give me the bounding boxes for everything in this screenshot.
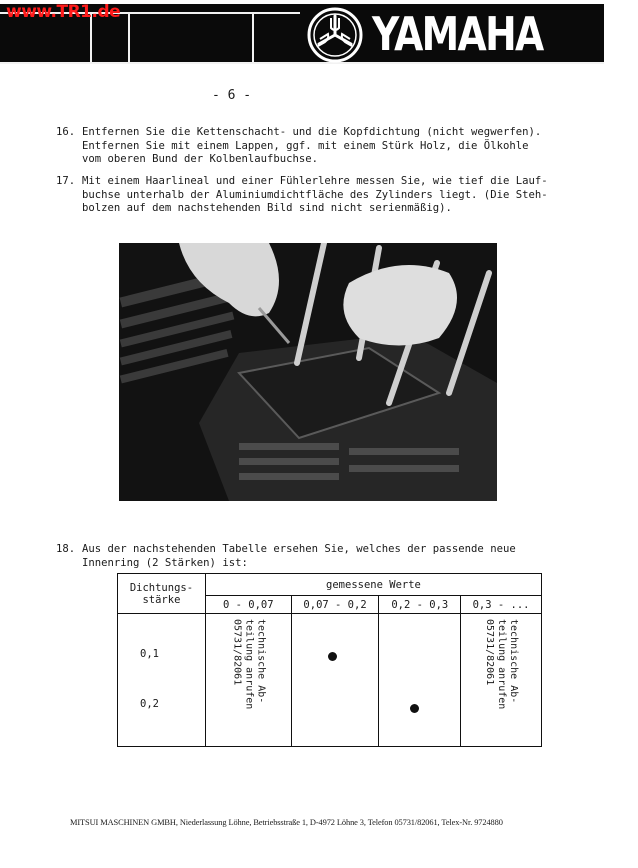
brand-wordmark: YAMAHA xyxy=(372,7,543,61)
call-line: teilung anrufen xyxy=(243,618,255,709)
page-number: - 6 - xyxy=(212,88,252,103)
selection-dot xyxy=(328,652,337,661)
step-line: Innenring (2 Stärken) ist: xyxy=(82,556,248,569)
step-number: 17. xyxy=(56,175,76,187)
step-line: Entfernen Sie mit einem Lappen, ggf. mit einem Stürk Holz, die Ölkohle xyxy=(82,139,529,152)
step-line: Aus der nachstehenden Tabelle ersehen Sie, welches der passende neue xyxy=(82,543,516,555)
column-header: 0,07 - 0,2 xyxy=(291,596,379,614)
row-labels-cell xyxy=(118,614,206,747)
letterhead-divider xyxy=(128,12,130,64)
step-text xyxy=(82,126,602,167)
step-text xyxy=(82,175,602,216)
row-header-cell xyxy=(118,574,206,614)
letterhead-divider xyxy=(252,12,254,64)
step-line: Mit einem Haarlineal und einer Fühlerlehre messen Sie, wie tief die Lauf- xyxy=(82,175,548,187)
call-tech-department-text xyxy=(483,619,519,739)
footer-address: MITSUI MASCHINEN GMBH, Niederlassung Löhne, Betriebsstraße 1, D-4972 Löhne 3, Telefon 05731/82061, Telex-Nr. 9724880 xyxy=(70,818,503,827)
step-number: 16. xyxy=(56,126,76,138)
selection-dot xyxy=(410,704,419,713)
call-line: 05731/82061 xyxy=(231,618,243,685)
call-tech-department-cell xyxy=(205,614,291,747)
table-cell xyxy=(291,614,379,747)
call-tech-department-cell xyxy=(461,614,542,747)
column-header: 0,2 - 0,3 xyxy=(379,596,461,614)
table-cell xyxy=(379,614,461,747)
engine-photo xyxy=(119,243,497,501)
row-header-line: stärke xyxy=(142,593,181,606)
call-line: technische Ab- xyxy=(508,618,520,703)
row-header-line: Dichtungs- xyxy=(129,581,194,594)
column-header: 0 - 0,07 xyxy=(205,596,291,614)
row-label: 0,2 xyxy=(140,698,159,710)
call-tech-department-text xyxy=(230,619,266,739)
step-text xyxy=(82,543,602,570)
letterhead xyxy=(0,0,638,66)
step-line: buchse unterhalb der Aluminiumdichtfläche des Zylinders liegt. (Die Steh- xyxy=(82,188,548,201)
row-label: 0,1 xyxy=(140,648,159,660)
call-line: 05731/82061 xyxy=(484,618,496,685)
gasket-thickness-table xyxy=(117,573,542,747)
step-line: Entfernen Sie die Kettenschacht- und die Kopfdichtung (nicht wegwerfen). xyxy=(82,126,542,138)
yamaha-tuning-fork-logo-icon xyxy=(303,6,367,64)
column-header: 0,3 - ... xyxy=(461,596,542,614)
group-header: gemessene Werte xyxy=(205,574,541,596)
call-line: technische Ab- xyxy=(255,618,267,703)
step-line: vom oberen Bund der Kolbenlaufbuchse. xyxy=(82,153,318,165)
watermark-link[interactable]: www.TR1.de xyxy=(6,2,121,22)
step-number: 18. xyxy=(56,543,76,555)
call-line: teilung anrufen xyxy=(496,618,508,709)
step-line: bolzen auf dem nachstehenden Bild sind nicht serienmäßig). xyxy=(82,202,452,214)
